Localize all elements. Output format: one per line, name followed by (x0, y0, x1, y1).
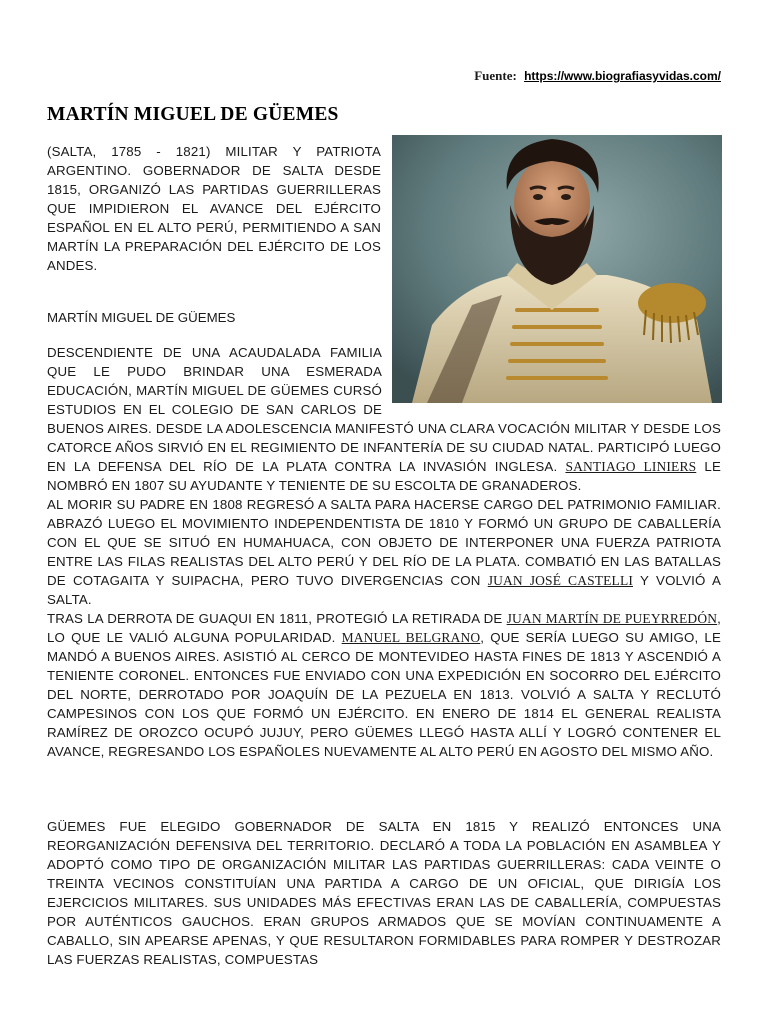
paragraph-3-text-c: , QUE SERÍA LUEGO SU AMIGO, LE MANDÓ A BUENOS AIRES. ASISTIÓ AL CERCO DE MONTEVIDEO HASTA FINES DE 1813 Y ASCENDIÓ A TENIENTE CORONEL. ENTONCES FUE ENVIADO CON UNA EXPEDICIÓN EN SOCORRO DEL EJÉRCITO DEL NORTE, DERROTADO POR JOAQUÍN DE LA PEZUELA EN 1813. VOLVIÓ A SALTA Y RECLUTÓ CAMPESINOS CON LOS QUE FORMÓ UN EJÉRCITO. EN ENERO DE 1814 EL GENERAL REALISTA RAMÍREZ DE OROZCO OCUPÓ JUJUY, PERO GÜEMES LLEGÓ HASTA ALLÍ Y LOGRÓ CONTENER EL AVANCE, REGRESANDO LOS ESPAÑOLES NUEVAMENTE AL ALTO PERÚ EN AGOSTO DEL MISMO AÑO. (47, 630, 721, 759)
paragraph-2-text-b: Y VOLVIÓ A SALTA. (47, 573, 722, 607)
source-line (474, 68, 721, 84)
link-manuel-belgrano[interactable]: MANUEL BELGRANO (341, 630, 481, 645)
link-juan-martin-de-pueyrredon[interactable]: JUAN MARTÍN DE PUEYRREDÓN (506, 611, 718, 626)
paragraph-1-text-a: DESCENDIENTE DE UNA ACAUDALADA FAMILIA QUE LE PUDO BRINDAR UNA ESMERADA EDUCACIÓN, MARTÍN MIGUEL DE GÜEMES CURSÓ ESTUDIOS EN EL COLEGIO DE SAN CARLOS DE BUENOS AIRES. DESDE LA ADOLESCENCIA MANIFESTÓ UNA CLARA VOCACIÓN MILITAR Y DESDE LOS CATORCE AÑOS SIRVIÓ EN EL REGIMIENTO DE INFANTERÍA DE SU CIUDAD NATAL. PARTICIPÓ LUEGO EN LA DEFENSA DEL RÍO DE LA PLATA CONTRA LA INVASIÓN INGLESA. (47, 345, 721, 474)
paragraph-4: GÜEMES FUE ELEGIDO GOBERNADOR DE SALTA EN 1815 Y REALIZÓ ENTONCES UNA REORGANIZACIÓN DEFENSIVA DEL TERRITORIO. DECLARÓ A TODA LA POBLACIÓN EN ASAMBLEA Y ADOPTÓ COMO TIPO DE ORGANIZACIÓN MILITAR LAS PARTIDAS GUERRILLERAS: CADA VEINTE O TREINTA VECINOS CONSTITUÍAN UNA PARTIDA A CARGO DE UN OFICIAL, QUE DIRIGÍA LOS EJERCICIOS MILITARES. SUS UNIDADES MÁS EFECTIVAS ERAN LAS DE CABALLERÍA, COMPUESTAS POR AUTÉNTICOS GAUCHOS. ERAN GRUPOS ARMADOS QUE SE MOVÍAN CONTINUAMENTE A CABALLO, SIN APEARSE APENAS, Y QUE RESULTARON FORMIDABLES PARA ROMPER Y DESTROZAR LAS FUERZAS REALISTAS, COMPUESTAS (47, 819, 721, 967)
paragraph-2 (47, 495, 721, 609)
paragraph-2-text-a: AL MORIR SU PADRE EN 1808 REGRESÓ A SALTA PARA HACERSE CARGO DEL PATRIMONIO FAMILIAR. ABRAZÓ LUEGO EL MOVIMIENTO INDEPENDENTISTA DE 1810 Y FORMÓ UN GRUPO DE CABALLERÍA CON EL QUE SE SITUÓ EN HUMAHUACA, CON OBJETO DE INTERPONER UNA FUERZA PATRIOTA ENTRE LAS FILAS REALISTAS DEL ALTO PERÚ Y DEL RÍO DE LA PLATA. COMBATIÓ EN LAS BATALLAS DE COTAGAITA Y SUIPACHA, PERO TUVO DIVERGENCIAS CON (47, 497, 721, 588)
link-santiago-liniers[interactable]: SANTIAGO LINIERS (565, 459, 697, 474)
biography-body (47, 343, 721, 761)
paragraph-3 (47, 609, 721, 761)
source-link[interactable]: https://www.biografiasyvidas.com/ (524, 69, 721, 83)
paragraph-1-text-b: LE NOMBRÓ EN 1807 SU AYUDANTE Y TENIENTE DE SU ESCOLTA DE GRANADEROS. (47, 459, 721, 493)
source-label: Fuente: (474, 68, 517, 83)
page-title: MARTÍN MIGUEL DE GÜEMES (47, 104, 339, 125)
intro-paragraph: (SALTA, 1785 - 1821) MILITAR Y PATRIOTA ARGENTINO. GOBERNADOR DE SALTA DESDE 1815, ORGANIZÓ LAS PARTIDAS GUERRILLERAS QUE IMPIDIERON EL AVANCE DEL EJÉRCITO ESPAÑOL EN EL ALTO PERÚ, PERMITIENDO A SAN MARTÍN LA PREPARACIÓN DEL EJÉRCITO DE LOS ANDES. (47, 144, 381, 273)
paragraph-3-text-b: , LO QUE LE VALIÓ ALGUNA POPULARIDAD. (47, 611, 721, 645)
image-wrap-spacer (382, 343, 721, 419)
link-juan-jose-castelli[interactable]: JUAN JOSÉ CASTELLI (487, 573, 633, 588)
paragraph-3-text-a: TRAS LA DERROTA DE GUAQUI EN 1811, PROTEGIÓ LA RETIRADA DE (47, 611, 503, 626)
section-subtitle: MARTÍN MIGUEL DE GÜEMES (47, 310, 236, 325)
